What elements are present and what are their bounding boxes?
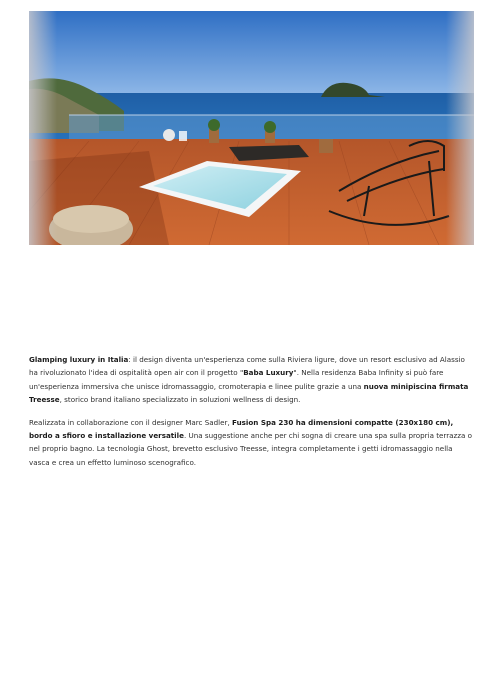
- article-paragraph-2: [29, 416, 474, 470]
- p1-text-3: , storico brand italiano specializzato in soluzioni wellness di design.: [59, 395, 301, 405]
- project-name: Baba Luxury: [243, 368, 294, 378]
- p1-text-1: : il design diventa un'esperienza come sulla Riviera ligure, dove un resort esclusivo ad Alassio ha rivoluzionato l'idea di ospitalità open air con il progetto ": [29, 355, 465, 378]
- p1-text-2: ". Nella residenza Baba Infinity si può fare un'esperienza immersiva che unisce idromassaggio, cromoterapia e linee pulite grazie a una: [29, 368, 444, 391]
- p2-text-2: . Una suggestione anche per chi sogna di creare una spa sulla propria terrazza o nel proprio bagno. La tecnologia Ghost, brevetto esclusivo Treesse, integra completamente i getti idromassaggio nella vasca e crea un effetto luminoso scenografico.: [29, 431, 473, 467]
- article-paragraph-1: [29, 353, 474, 407]
- spec-bold: Fusion Spa 230 ha dimensioni compatte (230x180 cm), bordo a sfioro e installazione versatile: [29, 417, 454, 441]
- rooftop-spa-photo-icon: [29, 11, 474, 245]
- article-body: [29, 353, 474, 478]
- hero-fade-left: [29, 11, 57, 245]
- hero-image: [29, 11, 474, 245]
- lead-bold: Glamping luxury in Italia: [29, 355, 129, 364]
- minipiscina-bold: nuova minipiscina firmata Treesse: [29, 381, 469, 405]
- hero-fade-right: [446, 11, 474, 245]
- p2-text-1: Realizzata in collaborazione con il designer Marc Sadler,: [29, 417, 233, 427]
